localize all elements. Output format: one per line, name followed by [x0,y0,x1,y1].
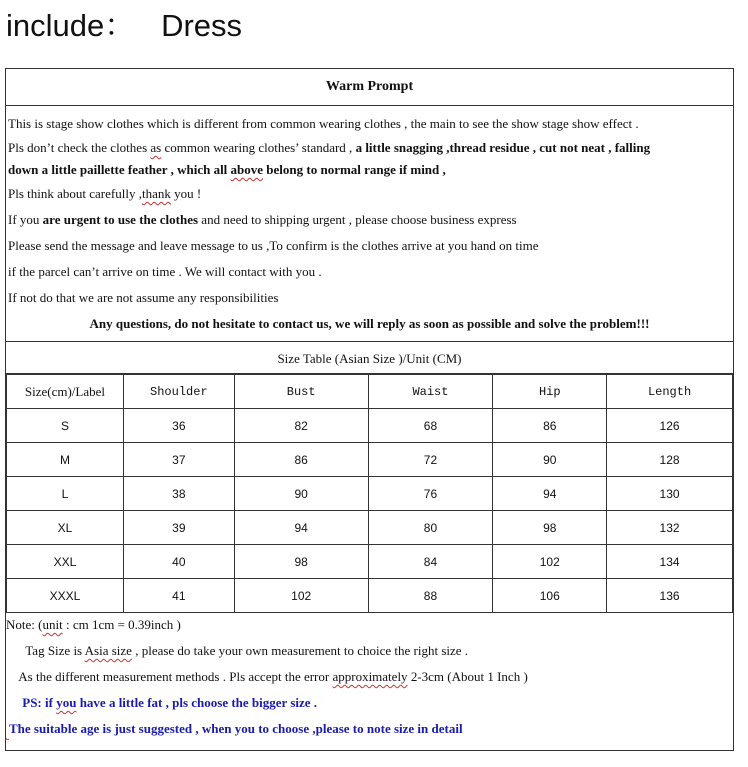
prompt-contact-line: Any questions, do not hesitate to contact us, we will reply as soon as possible and solve the problem!!! [89,316,650,331]
table-cell: 84 [368,545,493,579]
table-cell: 106 [493,579,607,613]
include-label: include： [6,8,136,43]
table-header-row [7,375,733,409]
table-cell: 86 [493,409,607,443]
table-cell: 68 [368,409,493,443]
table-row [7,579,733,613]
table-cell: 128 [607,443,733,477]
table-cell: XXXL [7,579,124,613]
table-row [7,545,733,579]
table-row [7,477,733,511]
table-cell: 136 [607,579,733,613]
table-cell: 41 [123,579,234,613]
table-cell: 98 [234,545,368,579]
table-cell: 94 [234,511,368,545]
size-table-caption: Size Table (Asian Size )/Unit (CM) [6,341,733,374]
note-line: Tag Size is Asia size , please do take your own measurement to choice the right size . [6,643,469,658]
table-cell: 76 [368,477,493,511]
table-cell: 88 [368,579,493,613]
table-cell: 82 [234,409,368,443]
table-cell: 94 [493,477,607,511]
product-info-sheet [5,68,734,751]
table-cell: 40 [123,545,234,579]
note-line: Note: (unit : cm 1cm = 0.39inch ) [6,617,181,632]
column-header: Hip [493,375,607,409]
prompt-line: If not do that we are not assume any responsibilities [8,290,279,305]
table-cell: 90 [493,443,607,477]
prompt-line: down a little paillette feather , which all above belong to normal range if mind , [8,162,446,177]
table-cell: L [7,477,124,511]
table-cell: 130 [607,477,733,511]
table-cell: XL [7,511,124,545]
column-header: Length [607,375,733,409]
table-cell: 98 [493,511,607,545]
column-header: Size(cm)/Label [7,375,124,409]
table-cell: 132 [607,511,733,545]
note-line: As the different measurement methods . Pls accept the error approximately 2-3cm (About 1 Inch ) [6,669,528,684]
prompt-line: If you are urgent to use the clothes and need to shipping urgent , please choose business express [8,212,517,227]
table-cell: 38 [123,477,234,511]
prompt-line: Please send the message and leave message to us ,To confirm is the clothes arrive at you hand on time [8,238,539,253]
table-cell: 126 [607,409,733,443]
table-cell: 102 [234,579,368,613]
table-cell: 36 [123,409,234,443]
table-cell: 102 [493,545,607,579]
table-cell: 90 [234,477,368,511]
warm-prompt-body [6,106,733,337]
table-cell: XXL [7,545,124,579]
age-note: The suitable age is just suggested , when you to choose ,please to note size in detail [9,721,463,736]
table-row [7,409,733,443]
table-cell: 134 [607,545,733,579]
warm-prompt-title: Warm Prompt [6,69,733,106]
table-cell: 39 [123,511,234,545]
include-item: Dress [161,8,243,43]
table-cell: 86 [234,443,368,477]
ps-note: PS: if you have a little fat , pls choose the bigger size . [6,695,318,710]
table-row [7,511,733,545]
include-heading [6,6,242,46]
column-header: Bust [234,375,368,409]
prompt-line: Pls don’t check the clothes as common wearing clothes’ standard , a little snagging ,thread residue , cut not neat , falling [8,140,651,155]
size-table [6,374,733,613]
size-notes [6,612,733,742]
column-header: Shoulder [123,375,234,409]
prompt-line: This is stage show clothes which is different from common wearing clothes , the main to see the show stage show effect . [8,116,639,131]
table-cell: 80 [368,511,493,545]
prompt-line: Pls think about carefully ,thank you ! [8,186,202,201]
table-row [7,443,733,477]
table-cell: 72 [368,443,493,477]
table-cell: S [7,409,124,443]
table-cell: M [7,443,124,477]
prompt-line: if the parcel can’t arrive on time . We will contact with you . [8,264,322,279]
column-header: Waist [368,375,493,409]
table-cell: 37 [123,443,234,477]
